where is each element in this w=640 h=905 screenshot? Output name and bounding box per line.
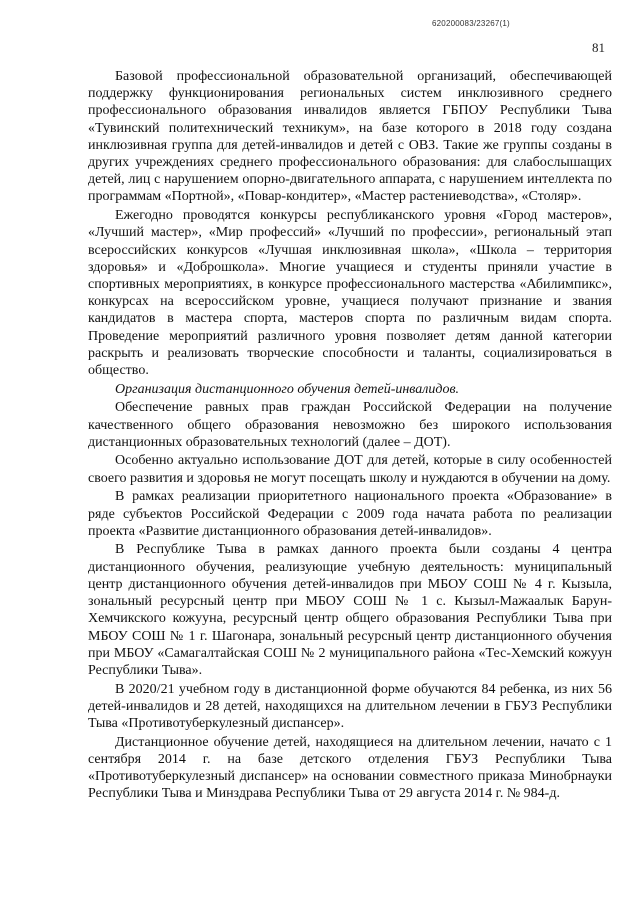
document-body [88, 68, 612, 804]
paragraph-enrollment-2020: В 2020/21 учебном году в дистанционной форме обучаются 84 ребенка, из них 56 детей-инвалидов и 28 детей, находящихся на длительном лечении в ГБУЗ Республики Тыва «Противотуберкулезный диспансер». [88, 681, 612, 732]
page-number: 81 [592, 40, 605, 55]
paragraph-tyva-centers: В Республике Тыва в рамках данного проекта были созданы 4 центра дистанционного обучения, реализующие учебную деятельность: муниципальный центр дистанционного обучения детей-инвалидов при МБОУ СОШ № 4 г. Кызыла, зональный ресурсный центр при МБОУ СОШ № 1 с. Кызыл-Мажаалык Барун-Хемчикского кожууна, ресурсный центр общего образования Республики Тыва при МБОУ СОШ № 1 г. Шагонара, зональный ресурсный центр дистанционного обучения при МБОУ «Самагалтайская СОШ № 2 муниципального района «Тес-Хемский кожуун Республики Тыва». [88, 542, 612, 678]
paragraph-equal-rights: Обеспечение равных прав граждан Российской Федерации на получение качественного общего образования невозможно без широкого использования дистанционных образовательных технологий (далее – ДОТ). [88, 400, 612, 450]
paragraph-base-organization: Базовой профессиональной образовательной организаций, обеспечивающей поддержку функционирования региональных систем инклюзивного среднего профессионального образования инвалидов является ГБПОУ Республики Тыва «Тувинский политехнический техникум», на базе которого в 2018 году создана инклюзивная группа для детей-инвалидов и детей с ОВЗ. Такие же группы созданы в других учреждениях среднего профессионального образования: для слабослышащих детей, лиц с нарушением опорно-двигательного аппарата, с нарушением интеллекта по программам «Портной», «Повар-кондитер», «Мастер растениеводства», «Столяр». [88, 69, 612, 205]
paragraph-competitions: Ежегодно проводятся конкурсы республиканского уровня «Город мастеров», «Лучший мастер», «Мир профессий» «Лучший по профессии», региональный этап всероссийских конкурсов «Лучшая инклюзивная школа», «Школа – территория здоровья» и «Доброшкола». Многие учащиеся и студенты приняли участие в спортивных мероприятиях, в конкурсе профессионального мастерства «Абилимпикс», конкурсах на всероссийском уровне, учащиеся получают признание и звания кандидатов в мастера спорта, мастеров спорта по различным видам спорта. Проведение мероприятий различного уровня позволяет детям данной категории раскрыть и реализовать творческие способности и таланты, социализироваться в общество. [88, 208, 612, 378]
paragraph-national-project: В рамках реализации приоритетного национального проекта «Образование» в ряде субъектов Российской Федерации с 2009 года начата работа по реализации проекта «Развитие дистанционного образования детей-инвалидов». [88, 489, 612, 539]
document-id: 620200083/23267(1) [432, 19, 510, 28]
paragraph-long-term-treatment: Дистанционное обучение детей, находящиеся на длительном лечении, начато с 1 сентября 2014 г. на базе детского отделения ГБУЗ Республики Тыва «Противотуберкулезный диспансер» на основании совместного приказа Минобрнауки Республики Тыва и Минздрава Республики Тыва от 29 августа 2014 г. № 984-д. [88, 734, 612, 802]
paragraph-dot-relevance: Особенно актуально использование ДОТ для детей, которые в силу особенностей своего развития и здоровья не могут посещать школу и нуждаются в обучении на дому. [88, 453, 612, 486]
section-heading-distance-learning: Организация дистанционного обучения детей-инвалидов. [115, 381, 460, 397]
